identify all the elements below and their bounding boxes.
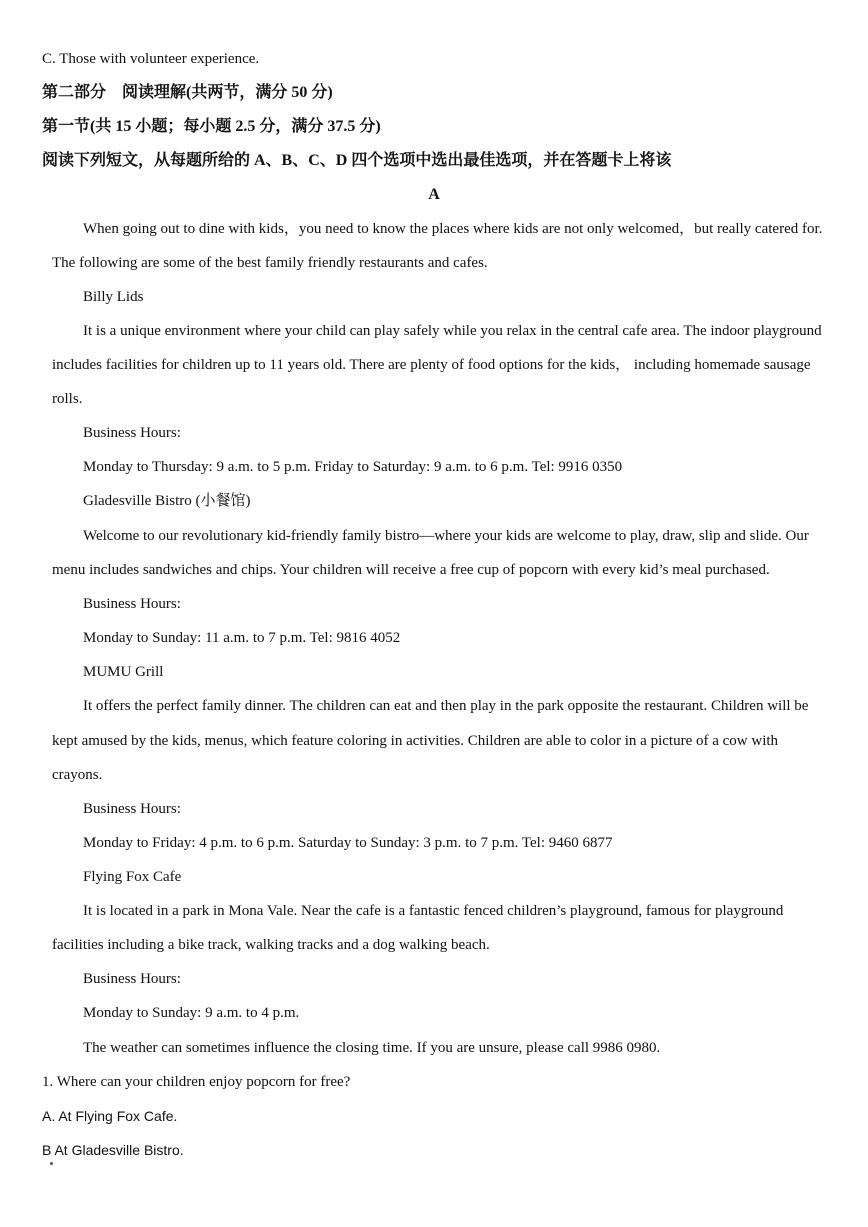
venue-desc-line: facilities including a bike track, walking tracks and a dog walking beach.: [52, 937, 490, 953]
venue-name: Billy Lids: [83, 289, 144, 305]
question-stem: 1. Where can your children enjoy popcorn for free?: [42, 1074, 351, 1090]
venue-desc-line: kept amused by the kids, menus, which feature coloring in activities. Children are able to color in a picture of a cow with: [52, 733, 779, 749]
part-heading: 第二部分 阅读理解(共两节，满分 50 分): [42, 84, 333, 101]
passage-label: A: [428, 186, 440, 203]
venue-desc-line: includes facilities for children up to 11 years old. There are plenty of food options for the kids， including homemade sausage: [52, 357, 811, 373]
prev-question-option-c: C. Those with volunteer experience.: [42, 51, 260, 67]
venue-name: Gladesville Bistro (小餐馆): [83, 493, 251, 509]
closing-note: The weather can sometimes influence the closing time. If you are unsure, please call 9986 0980.: [83, 1040, 661, 1056]
section-heading: 第一节(共 15 小题；每小题 2.5 分，满分 37.5 分): [42, 118, 381, 135]
instructions: 阅读下列短文，从每题所给的 A、B、C、D 四个选项中选出最佳选项，并在答题卡上将该: [42, 152, 672, 169]
scan-speck: [50, 1162, 53, 1165]
intro-line: The following are some of the best family friendly restaurants and cafes.: [52, 255, 488, 271]
intro-line: When going out to dine with kids，you need to know the places where kids are not only welcomed，but really catered for.: [83, 221, 823, 237]
venue-name: MUMU Grill: [83, 664, 164, 680]
hours-label: Business Hours:: [83, 801, 181, 817]
option-a: A. At Flying Fox Cafe.: [42, 1108, 178, 1124]
hours-label: Business Hours:: [83, 596, 181, 612]
hours-text: Monday to Friday: 4 p.m. to 6 p.m. Saturday to Sunday: 3 p.m. to 7 p.m. Tel: 9460 6877: [83, 835, 613, 851]
venue-desc-line: menu includes sandwiches and chips. Your children will receive a free cup of popcorn with every kid’s meal purchased.: [52, 562, 770, 578]
option-b: B At Gladesville Bistro.: [42, 1142, 184, 1158]
hours-text: Monday to Sunday: 11 a.m. to 7 p.m. Tel: 9816 4052: [83, 630, 401, 646]
venue-desc-line: crayons.: [52, 767, 103, 783]
hours-label: Business Hours:: [83, 971, 181, 987]
hours-text: Monday to Sunday: 9 a.m. to 4 p.m.: [83, 1005, 300, 1021]
venue-desc-line: rolls.: [52, 391, 83, 407]
venue-desc-line: Welcome to our revolutionary kid-friendly family bistro—where your kids are welcome to play, draw, slip and slide. Our: [83, 528, 809, 544]
venue-desc-line: It is located in a park in Mona Vale. Near the cafe is a fantastic fenced children’s playground, famous for playground: [83, 903, 784, 919]
hours-text: Monday to Thursday: 9 a.m. to 5 p.m. Friday to Saturday: 9 a.m. to 6 p.m. Tel: 9916 0350: [83, 459, 623, 475]
venue-desc-line: It is a unique environment where your child can play safely while you relax in the central cafe area. The indoor playground: [83, 323, 822, 339]
hours-label: Business Hours:: [83, 425, 181, 441]
venue-desc-line: It offers the perfect family dinner. The children can eat and then play in the park opposite the restaurant. Children will be: [83, 698, 809, 714]
venue-name: Flying Fox Cafe: [83, 869, 182, 885]
